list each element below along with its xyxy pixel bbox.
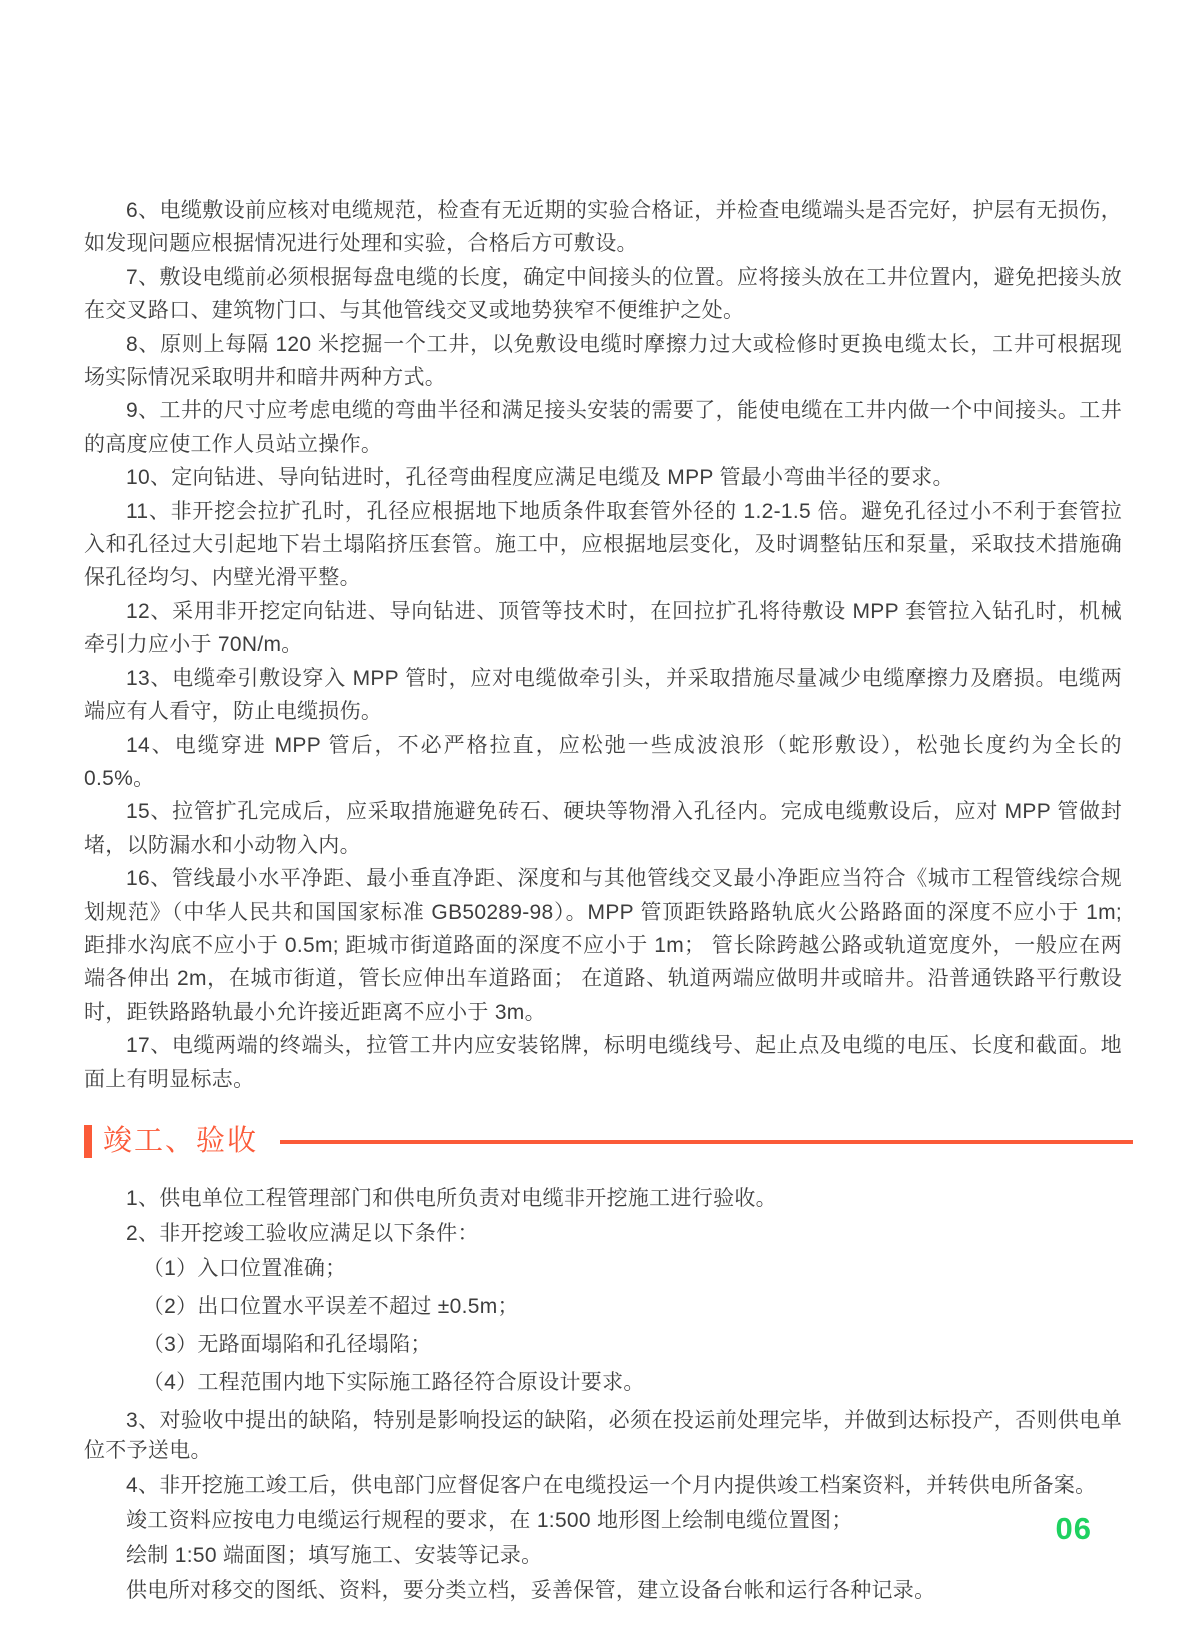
body-paragraph: 14、电缆穿进 MPP 管后，不必严格拉直，应松弛一些成波浪形（蛇形敷设），松弛长度约为全长的 0.5%。	[84, 733, 1122, 790]
body-paragraphs	[84, 194, 1122, 1096]
body-paragraph: 6、电缆敷设前应核对电缆规范，检查有无近期的实验合格证，并检查电缆端头是否完好，护层有无损伤，如发现问题应根据情况进行处理和实验，合格后方可敷设。	[84, 199, 1122, 256]
body-paragraph: 17、电缆两端的终端头，拉管工井内应安装铭牌，标明电缆线号、起止点及电缆的电压、长度和截面。地面上有明显标志。	[84, 1034, 1122, 1091]
section-accent-bar-icon	[84, 1125, 92, 1158]
body-paragraph: 15、拉管扩孔完成后，应采取措施避免砖石、硬块等物滑入孔径内。完成电缆敷设后，应对 MPP 管做封堵，以防漏水和小动物入内。	[84, 800, 1122, 857]
section-title: 竣工、验收	[103, 1125, 259, 1158]
section-item: 4、非开挖施工竣工后，供电部门应督促客户在电缆投运一个月内提供竣工档案资料，并转供电所备案。	[126, 1473, 1097, 1497]
section-item: 2、非开挖竣工验收应满足以下条件：	[126, 1221, 479, 1245]
section-item: （3）无路面塌陷和孔径塌陷；	[142, 1332, 432, 1356]
body-paragraph: 11、非开挖会拉扩孔时，孔径应根据地下地质条件取套管外径的 1.2-1.5 倍。避免孔径过小不利于套管拉入和孔径过大引起地下岩土塌陷挤压套管。施工中，应根据地层变化，及时调整钻压和泵量，采取技术措施确保孔径均匀、内壁光滑平整。	[84, 499, 1122, 590]
section-item: （4）工程范围内地下实际施工路径符合原设计要求。	[142, 1370, 645, 1394]
body-paragraph: 13、电缆牵引敷设穿入 MPP 管时，应对电缆做牵引头，并采取措施尽量减少电缆摩擦力及磨损。电缆两端应有人看守，防止电缆损伤。	[84, 666, 1122, 724]
section-item: 3、对验收中提出的缺陷，特别是影响投运的缺陷，必须在投运前处理完毕，并做到达标投产，否则供电单位不予送电。	[84, 1408, 1122, 1462]
section-header	[84, 1121, 1122, 1163]
page-number: 06	[1055, 1511, 1092, 1546]
section-item: 绘制 1:50 端面图；填写施工、安装等记录。	[126, 1543, 543, 1567]
section-item: 竣工资料应按电力电缆运行规程的要求，在 1:500 地形图上绘制电缆位置图；	[126, 1508, 853, 1532]
body-paragraph: 8、原则上每隔 120 米挖掘一个工井，以免敷设电缆时摩擦力过大或检修时更换电缆太长，工井可根据现场实际情况采取明井和暗井两种方式。	[84, 332, 1122, 390]
body-paragraph: 16、管线最小水平净距、最小垂直净距、深度和与其他管线交叉最小净距应当符合《城市工程管线综合规划规范》（中华人民共和国国家标准 GB50289-98）。MPP 管顶距铁路路轨底火公路路面的深度不应小于 1m; 距排水沟底不应小于 0.5m; 距城市街道路面的深度不应小于 1m； 管长除跨越公路或轨道宽度外，一般应在两端各伸出 2m，在城市街道，管长应伸出车道路面； 在道路、轨道两端应做明井或暗井。沿普通铁路平行敷设时，距铁路路轨最小允许接近距离不应小于 3m。	[84, 867, 1122, 1024]
section-item: （2）出口位置水平误差不超过 ±0.5m；	[142, 1294, 519, 1318]
section-divider-line	[280, 1140, 1133, 1144]
body-paragraph: 12、采用非开挖定向钻进、导向钻进、顶管等技术时，在回拉扩孔将待敷设 MPP 套管拉入钻孔时，机械牵引力应小于 70N/m。	[84, 599, 1122, 657]
body-paragraph: 7、敷设电缆前必须根据每盘电缆的长度，确定中间接头的位置。应将接头放在工井位置内，避免把接头放在交叉路口、建筑物门口、与其他管线交叉或地势狭窄不便维护之处。	[84, 265, 1122, 323]
document-content	[84, 194, 1122, 1611]
section-item: 供电所对移交的图纸、资料，要分类立档，妥善保管，建立设备台帐和运行各种记录。	[126, 1578, 936, 1602]
section-item: 1、供电单位工程管理部门和供电所负责对电缆非开挖施工进行验收。	[126, 1186, 777, 1210]
section-item: （1）入口位置准确；	[142, 1256, 347, 1280]
section-items	[84, 1184, 1122, 1606]
body-paragraph: 9、工井的尺寸应考虑电缆的弯曲半径和满足接头安装的需要了，能使电缆在工井内做一个中间接头。工井的高度应使工作人员站立操作。	[84, 399, 1122, 456]
body-paragraph: 10、定向钻进、导向钻进时，孔径弯曲程度应满足电缆及 MPP 管最小弯曲半径的要求。	[126, 466, 954, 490]
